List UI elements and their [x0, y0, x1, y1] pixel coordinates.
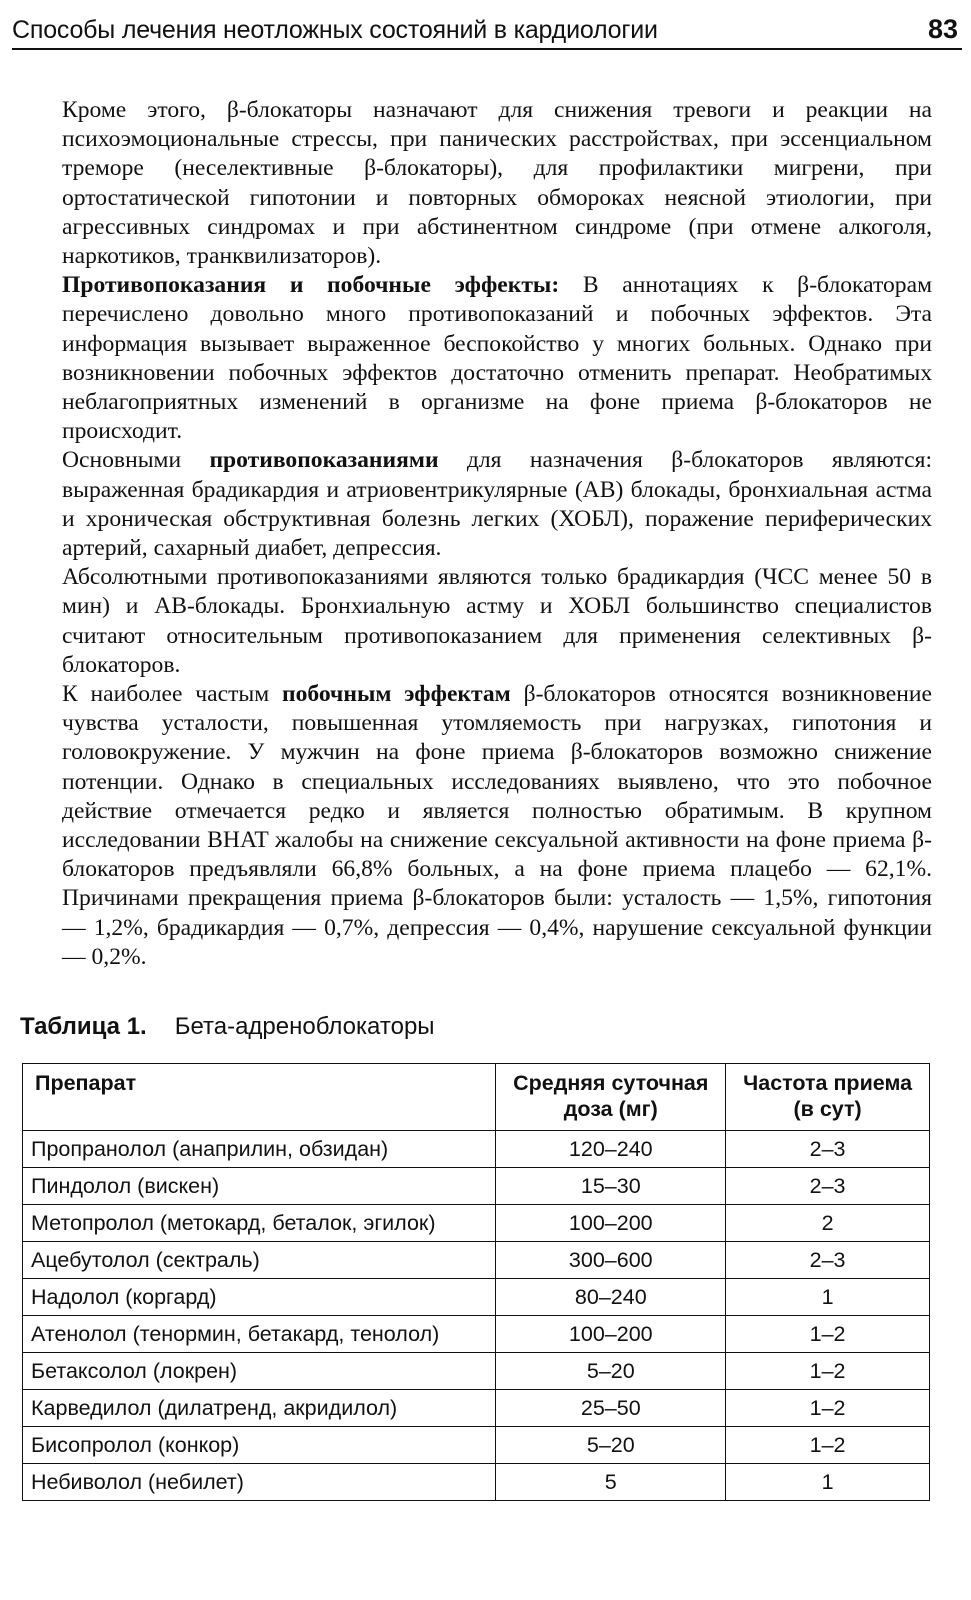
table-caption-number: Таблица 1.: [20, 1013, 147, 1040]
table-row: [23, 1168, 930, 1205]
running-header: [12, 14, 962, 50]
column-header-frequency: Частота приема (в сут): [726, 1064, 930, 1131]
page-number: 83: [927, 14, 958, 44]
table-row: [23, 1316, 930, 1353]
daily-dose-cell: 15–30: [496, 1168, 726, 1205]
table-row: [23, 1464, 930, 1501]
table-row: [23, 1205, 930, 1242]
paragraph: [62, 563, 932, 680]
paragraph-text: для назначения β-блокаторов являются: выраженная брадикардия и атриовентрикулярные (АВ) блокады, бронхиальная астма и хроническая обструктивная болезнь легких (ХОБЛ), поражение периферических артерий, сахарный диабет, депрессия.: [62, 447, 932, 562]
drug-name-cell: Надолол (коргард): [23, 1279, 496, 1316]
daily-dose-cell: 100–200: [496, 1205, 726, 1242]
drug-name-cell: Метопролол (метокард, беталок, эгилок): [23, 1205, 496, 1242]
paragraph-text: Абсолютными противопоказаниями являются только брадикардия (ЧСС менее 50 в мин) и АВ-блокады. Бронхиальную астму и ХОБЛ большинство специалистов считают относительным противопоказанием для применения селективных β-блокаторов.: [62, 564, 932, 678]
column-header-daily-dose: Средняя суточная доза (мг): [496, 1064, 726, 1131]
table-row: [23, 1427, 930, 1464]
frequency-cell: 1: [726, 1464, 930, 1501]
table-caption: [20, 1013, 435, 1041]
drug-name-cell: Бетаксолол (локрен): [23, 1353, 496, 1390]
drug-name-cell: Небиволол (небилет): [23, 1464, 496, 1501]
body-text: [62, 96, 932, 972]
bold-term: противопоказаниями: [209, 447, 439, 474]
drug-name-cell: Бисопролол (конкор): [23, 1427, 496, 1464]
paragraph-text: Кроме этого, β-блокаторы назначают для снижения тревоги и реакции на психоэмоциональные стрессы, при панических расстройствах, при эссенциальном треморе (неселективные β-блокаторы), для профилактики мигрени, при ортостатической гипотонии и повторных обмороках неясной этиологии, при агрессивных синдромах и при абстинентном синдроме (при отмене алкоголя, наркотиков, транквилизаторов).: [62, 97, 932, 270]
beta-blockers-table: [22, 1063, 930, 1501]
frequency-cell: 2–3: [726, 1168, 930, 1205]
paragraph-text: В аннотациях к β-блокаторам перечислено довольно много противопоказаний и побочных эффектов. Эта информация вызывает выраженное беспокойство у многих больных. Однако при возникновении побочных эффектов достаточно отменить препарат. Необратимых неблагоприятных изменений в организме на фоне приема β-блокаторов не происходит.: [62, 272, 932, 445]
drug-name-cell: Пропранолол (анаприлин, обзидан): [23, 1131, 496, 1168]
frequency-cell: 2–3: [726, 1131, 930, 1168]
frequency-cell: 1: [726, 1279, 930, 1316]
column-header-drug: Препарат: [23, 1064, 496, 1131]
paragraph-text: Основными: [62, 447, 210, 474]
frequency-cell: 1–2: [726, 1353, 930, 1390]
frequency-cell: 1–2: [726, 1390, 930, 1427]
paragraph-text: К наиболее частым: [62, 681, 282, 708]
table-header-row: [23, 1064, 930, 1131]
table-row: [23, 1353, 930, 1390]
running-header-title: Способы лечения неотложных состояний в кардиологии: [12, 16, 658, 44]
paragraph-text: β-блокаторов относятся возникновение чувства усталости, повышенная утомляемость при нагрузках, гипотония и головокружение. У мужчин на фоне приема β-блокаторов возможно снижение потенции. Однако в специальных исследованиях выявлено, что это побочное действие отмечается редко и является полностью обратимым. В крупном исследовании BHAT жалобы на снижение сексуальной активности на фоне приема β-блокаторов предъявляли 66,8% больных, а на фоне приема плацебо — 62,1%. Причинами прекращения приема β-блокаторов были: усталость — 1,5%, гипотония — 1,2%, брадикардия — 0,7%, депрессия — 0,4%, нарушение сексуальной функции — 0,2%.: [62, 681, 932, 970]
bold-term: побочным эффектам: [281, 681, 511, 708]
table-row: [23, 1279, 930, 1316]
daily-dose-cell: 5–20: [496, 1353, 726, 1390]
daily-dose-cell: 100–200: [496, 1316, 726, 1353]
drug-name-cell: Ацебутолол (сектраль): [23, 1242, 496, 1279]
frequency-cell: 1–2: [726, 1427, 930, 1464]
daily-dose-cell: 5: [496, 1464, 726, 1501]
drug-name-cell: Атенолол (тенормин, бетакард, тенолол): [23, 1316, 496, 1353]
daily-dose-cell: 5–20: [496, 1427, 726, 1464]
table-row: [23, 1131, 930, 1168]
table-row: [23, 1390, 930, 1427]
daily-dose-cell: 120–240: [496, 1131, 726, 1168]
bold-term: Противопоказания и побочные эффекты:: [62, 272, 560, 299]
frequency-cell: 1–2: [726, 1316, 930, 1353]
paragraph: [62, 271, 932, 446]
frequency-cell: 2–3: [726, 1242, 930, 1279]
drug-name-cell: Пиндолол (вискен): [23, 1168, 496, 1205]
drug-name-cell: Карведилол (дилатренд, акридилол): [23, 1390, 496, 1427]
table-row: [23, 1242, 930, 1279]
frequency-cell: 2: [726, 1205, 930, 1242]
daily-dose-cell: 25–50: [496, 1390, 726, 1427]
daily-dose-cell: 300–600: [496, 1242, 726, 1279]
daily-dose-cell: 80–240: [496, 1279, 726, 1316]
paragraph: [62, 96, 932, 271]
paragraph: [62, 680, 932, 972]
paragraph: [62, 446, 932, 563]
table-body: [23, 1131, 930, 1501]
table-caption-title: Бета-адреноблокаторы: [174, 1013, 435, 1040]
